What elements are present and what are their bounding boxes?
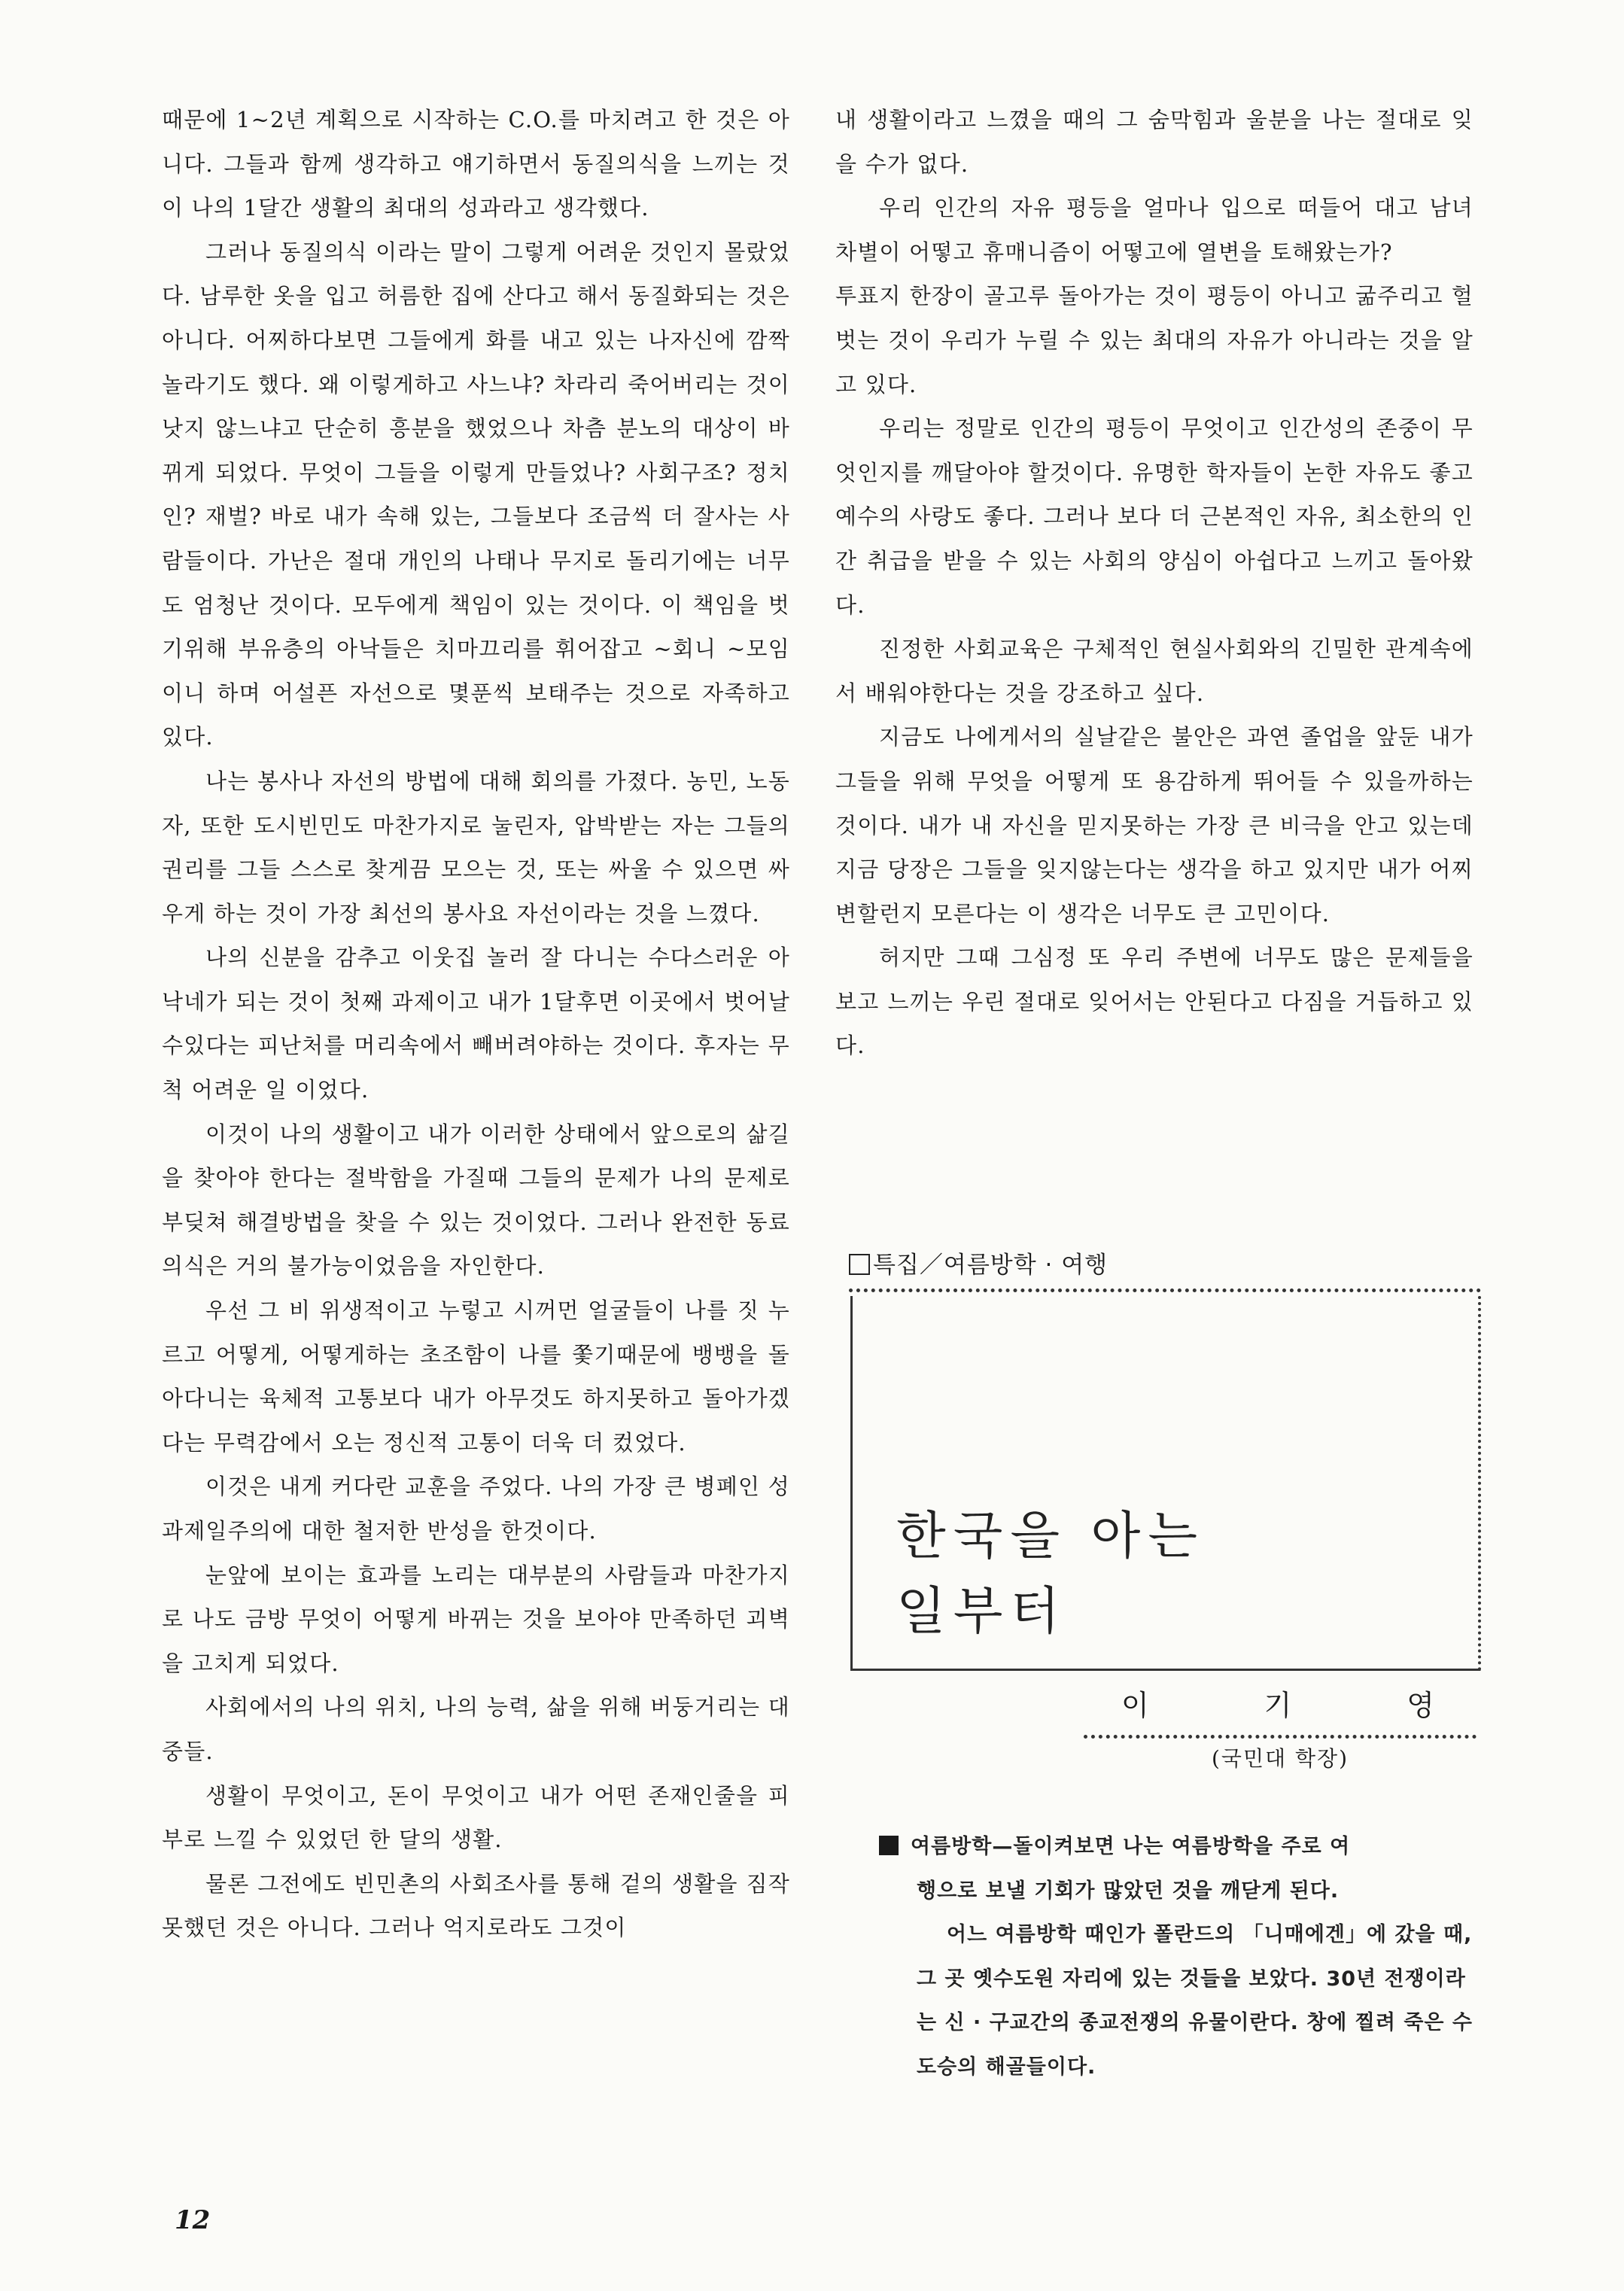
section-divider [849,1288,1481,1292]
body-paragraph: 생활이 무엇이고, 돈이 무엇이고 내가 어떤 존재인줄을 피부로 느낄 수 있었던 한 달의 생활. [162,1782,790,1853]
body-paragraph: 허지만 그때 그심정 또 우리 주변에 너무도 많은 문제들을 보고 느끼는 우린 절대로 잊어서는 안된다고 다짐을 거듭하고 있다. [835,945,1473,1059]
author-char: 기 [1264,1689,1295,1722]
author-affiliation: (국민대 학장) [1212,1746,1349,1771]
author-char: 영 [1407,1689,1437,1722]
body-paragraph: 이것이 나의 생활이고 내가 이러한 상태에서 앞으로의 삶길을 찾아야 한다는 절박함을 가질때 그들의 문제가 나의 문제로 부딪쳐 해결방법을 찾을 수 있는 것이었다. 그러나 완전한 동료 의식은 거의 불가능이었음을 자인한다. [162,1121,790,1279]
body-paragraph: 물론 그전에도 빈민촌의 사회조사를 통해 겉의 생활을 짐작 못했던 것은 아니다. 그러나 억지로라도 그것이 [162,1870,790,1941]
body-paragraph: 지금도 나에게서의 실날같은 불안은 과연 졸업을 앞둔 내가 그들을 위해 무엇을 어떻게 또 용감하게 뛰어들 수 있을까하는 것이다. 내가 내 자신을 믿지못하는 가장 큰 비극을 안고 있는데 지금 당장은 그들을 잊지않는다는 생각을 하고 있지만 내가 어찌 변할런지 모른다는 이 생각은 너무도 큰 고민이다. [835,724,1473,926]
body-paragraph: 이것은 내게 커다란 교훈을 주었다. 나의 가장 큰 병폐인 성과제일주의에 대한 철저한 반성을 한것이다. [162,1474,790,1544]
article-title-line-1: 한국을 아는 [896,1507,1206,1566]
body-paragraph: 진정한 사회교육은 구체적인 현실사회와의 긴밀한 관계속에서 배워야한다는 것을 강조하고 싶다. [835,636,1473,706]
body-paragraph: 나의 신분을 감추고 이웃집 놀러 잘 다니는 수다스러운 아낙네가 되는 것이 첫째 과제이고 내가 1달후면 이곳에서 벗어날 수있다는 피난처를 머리속에서 빼버려야하는 것이다. 후자는 무척 어려운 일 이었다. [162,945,790,1103]
author-char: 이 [1121,1689,1152,1722]
right-column [835,98,1473,1068]
body-paragraph: 때문에 1~2년 계획으로 시작하는 C.O.를 마치려고 한 것은 아니다. 그들과 함께 생각하고 얘기하면서 동질의식을 느끼는 것이 나의 1달간 생활의 최대의 성과라고 생각했다. [162,107,790,221]
intro-line-2: 행으로 보낼 기회가 많았던 것을 깨닫게 된다. [917,1879,1340,1903]
body-paragraph: 사회에서의 나의 위치, 나의 능력, 삶을 위해 버둥거리는 대중들. [162,1694,790,1764]
checkbox-square-icon [849,1254,870,1275]
body-paragraph: 투표지 한장이 골고루 돌아가는 것이 평등이 아니고 굶주리고 헐벗는 것이 우리가 누릴 수 있는 최대의 자유가 아니라는 것을 알고 있다. [835,283,1473,397]
square-bullet-icon [879,1836,899,1855]
body-paragraph: 우리 인간의 자유 평등을 얼마나 입으로 떠들어 대고 남녀 차별이 어떻고 휴매니즘이 어떻고에 열변을 토해왔는가? [835,195,1473,265]
body-paragraph: 그러나 동질의식 이라는 말이 그렇게 어려운 것인지 몰랐었다. 남루한 옷을 입고 허름한 집에 산다고 해서 동질화되는 것은 아니다. 어찌하다보면 그들에게 화를 내고 있는 나자신에 깜짝 놀라기도 했다. 왜 이렇게하고 사느냐? 차라리 죽어버리는 것이 낫지 않느냐고 단순히 흥분을 했었으나 차츰 분노의 대상이 바뀌게 되었다. 무엇이 그들을 이렇게 만들었나? 사회구조? 정치인? 재벌? 바로 내가 속해 있는, 그들보다 조금씩 더 잘사는 사람들이다. 가난은 절대 개인의 나태나 무지로 돌리기에는 너무도 엄청난 것이다. 모두에게 책임이 있는 것이다. 이 책임을 벗기위해 부유층의 아낙들은 치마끄리를 휘어잡고 ~회니 ~모임이니 하며 어설픈 자선으로 몇푼씩 보태주는 것으로 자족하고 있다. [162,239,790,750]
intro-paragraph [879,1825,1473,2089]
author-name [1084,1682,1475,1724]
intro-paragraph-2: 어느 여름방학 때인가 폴란드의 「니매에겐」에 갔을 때, 그 곳 옛수도원 자리에 있는 것들을 보았다. 30년 전쟁이라는 신 · 구교간의 종교전쟁의 유물이란다. 창에 찔려 죽은 수도승의 해골들이다. [917,1923,1473,2079]
section-label [849,1246,1108,1279]
left-column [162,98,790,1950]
body-paragraph: 우선 그 비 위생적이고 누렇고 시꺼먼 얼굴들이 나를 짓 누르고 어떻게, 어떻게하는 초조함이 나를 쫓기때문에 뱅뱅을 돌아다니는 육체적 고통보다 내가 아무것도 하지못하고 돌아가겠다는 무력감에서 오는 정신적 고통이 더욱 더 컸었다. [162,1298,790,1456]
author-divider [1084,1735,1477,1739]
intro-line-1: 여름방학—돌이켜보면 나는 여름방학을 주로 여 [911,1835,1351,1858]
body-paragraph: 우리는 정말로 인간의 평등이 무엇이고 인간성의 존중이 무엇인지를 깨달아야 할것이다. 유명한 학자들이 논한 자유도 좋고 예수의 사랑도 좋다. 그러나 보다 더 근본적인 자유, 최소한의 인간 취급을 받을 수 있는 사회의 양심이 아쉽다고 느끼고 돌아왔다. [835,415,1473,618]
page-number: 12 [175,2205,211,2235]
article-title-line-2: 일부터 [896,1582,1068,1641]
title-box [850,1296,1481,1671]
section-label-text: 특집／여름방학 · 여행 [873,1252,1109,1279]
body-paragraph: 나는 봉사나 자선의 방법에 대해 회의를 가졌다. 농민, 노동자, 또한 도시빈민도 마찬가지로 눌린자, 압박받는 자는 그들의 권리를 그들 스스로 찾게끔 모으는 것, 또는 싸울 수 있으면 싸우게 하는 것이 가장 최선의 봉사요 자선이라는 것을 느꼈다. [162,768,790,926]
article-title [896,1499,1205,1650]
body-paragraph: 내 생활이라고 느꼈을 때의 그 숨막힘과 울분을 나는 절대로 잊을 수가 없다. [835,107,1473,177]
body-paragraph: 눈앞에 보이는 효과를 노리는 대부분의 사람들과 마찬가지로 나도 금방 무엇이 어떻게 바뀌는 것을 보아야 만족하던 괴벽을 고치게 되었다. [162,1562,790,1676]
